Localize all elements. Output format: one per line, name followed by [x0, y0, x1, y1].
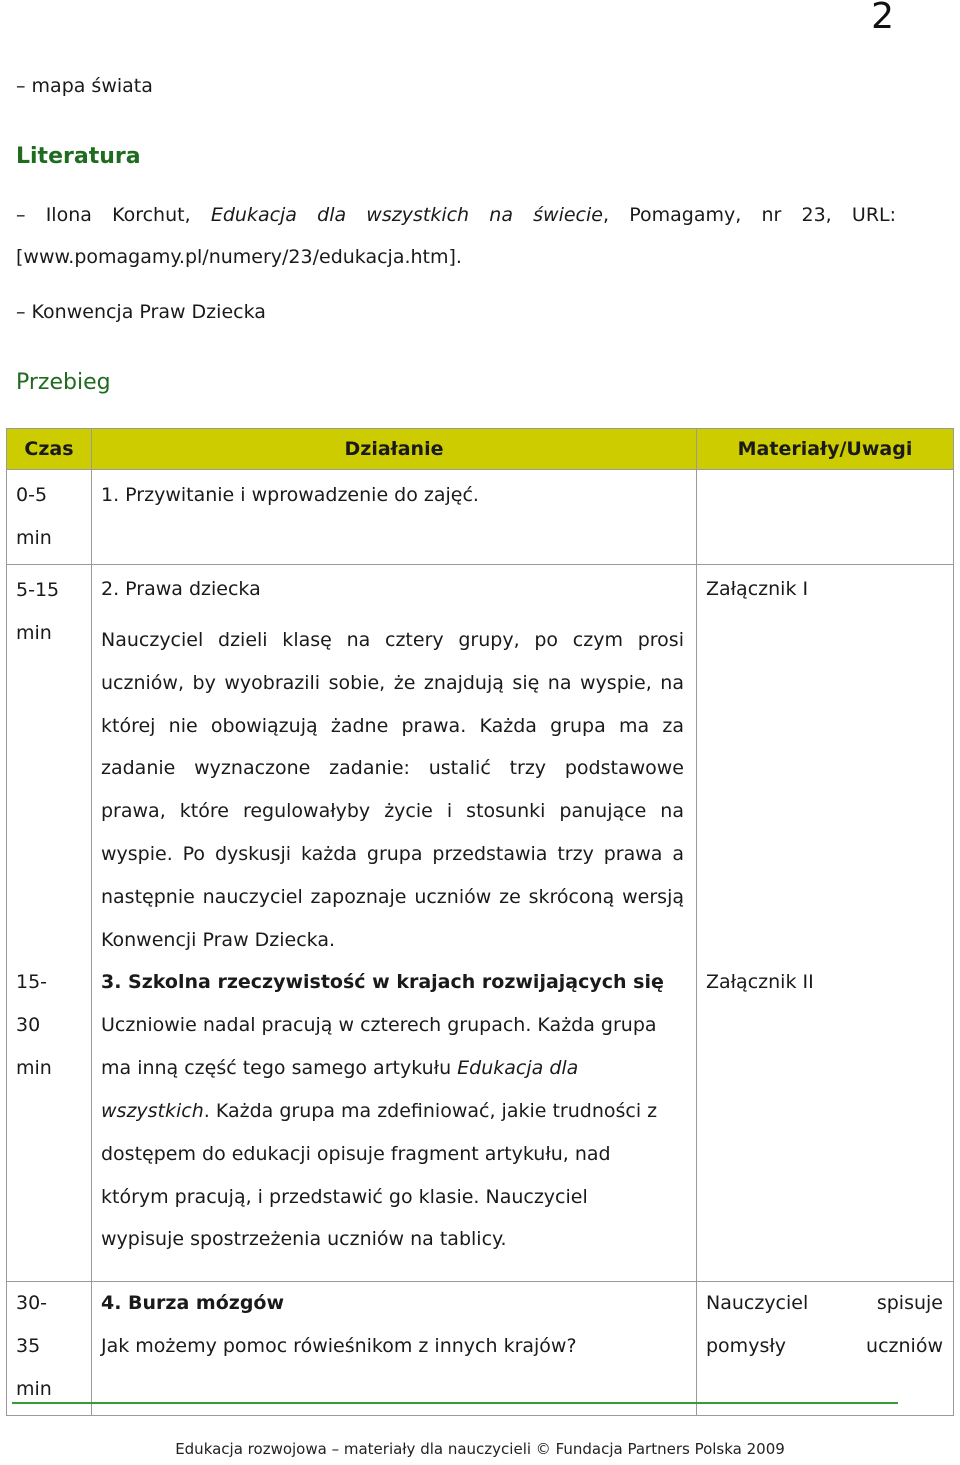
row-title: 1. Przywitanie i wprowadzenie do zajęć.	[101, 484, 479, 506]
literature-item-1-url[interactable]: [www.pomagamy.pl/numery/23/edukacja.htm].	[16, 246, 462, 268]
footer-text: Edukacja rozwojowa – materiały dla nauczycieli © Fundacja Partners Polska 2009	[175, 1440, 785, 1458]
header-time: Czas	[7, 429, 92, 470]
row-body: Nauczyciel dzieli klasę na cztery grupy, po czym prosi uczniów, by wyobrazili sobie, że znajdują się na wyspie, na której nie obowiązują żadne prawa. Każda grupa ma za zadanie wyznaczone zadanie: ustalić trzy podstawowe prawa, które regulowałyby życie i stosunki panujące na wyspie. Po dyskusji każda grupa przedstawia trzy prawa a następnie nauczyciel zapoznaje uczniów ze skróconą wersją Konwencji Praw Dziecka.	[101, 629, 684, 951]
row-body	[92, 1004, 675, 1281]
row-materials: Załącznik I	[706, 578, 809, 600]
row-body-prefix: Uczniowie nadal pracują w czterech grupach. Każda grupa ma inną część tego samego artykułu	[101, 1014, 657, 1080]
literature-item-2: – Konwencja Praw Dziecka	[16, 301, 266, 323]
table-row	[7, 961, 954, 1281]
row-title: 2. Prawa dziecka	[101, 578, 261, 600]
literature-heading: Literatura	[16, 144, 141, 169]
header-materials: Materiały/Uwagi	[697, 429, 954, 470]
row-title: 3. Szkolna rzeczywistość w krajach rozwijających się	[101, 971, 664, 994]
row-time: 5-15 min	[16, 579, 60, 644]
przebieg-heading: Przebieg	[16, 370, 111, 395]
row-time: 15-30 min	[16, 971, 52, 1080]
materials-tail: – mapa świata	[16, 75, 153, 97]
row-title: 4. Burza mózgów	[101, 1292, 285, 1315]
literature-item-1-prefix: – Ilona Korchut,	[16, 204, 211, 226]
table-row	[7, 1282, 954, 1416]
literature-item-1	[16, 202, 896, 228]
table-row	[7, 565, 954, 962]
row-time: 30-35 min	[16, 1292, 52, 1401]
row-materials: Nauczyciel spisuje pomysły uczniów	[706, 1292, 943, 1358]
row-body: Jak możemy pomoc rówieśnikom z innych krajów?	[101, 1335, 577, 1358]
footer-divider	[12, 1402, 898, 1404]
row-materials	[697, 470, 953, 482]
literature-item-1-title: Edukacja dla wszystkich na świecie	[210, 204, 603, 226]
row-body-suffix: . Każda grupa ma zdefiniować, jakie trudności z dostępem do edukacji opisuje fragment artykułu, nad którym pracują, i przedstawić go klasie. Nauczyciel wypisuje spostrzeżenia uczniów na tablicy.	[101, 1099, 658, 1251]
lesson-plan-table	[6, 428, 954, 1416]
page-number: 2	[871, 0, 894, 37]
row-materials: Załącznik II	[706, 971, 814, 994]
table-header-row	[7, 429, 954, 470]
row-time: 0-5 min	[16, 484, 52, 549]
table-row	[7, 470, 954, 565]
literature-item-1-suffix: , Pomagamy, nr 23, URL:	[602, 204, 897, 226]
row-body-title: Edukacja dla wszystkich	[101, 1057, 579, 1122]
header-action: Działanie	[92, 429, 697, 470]
